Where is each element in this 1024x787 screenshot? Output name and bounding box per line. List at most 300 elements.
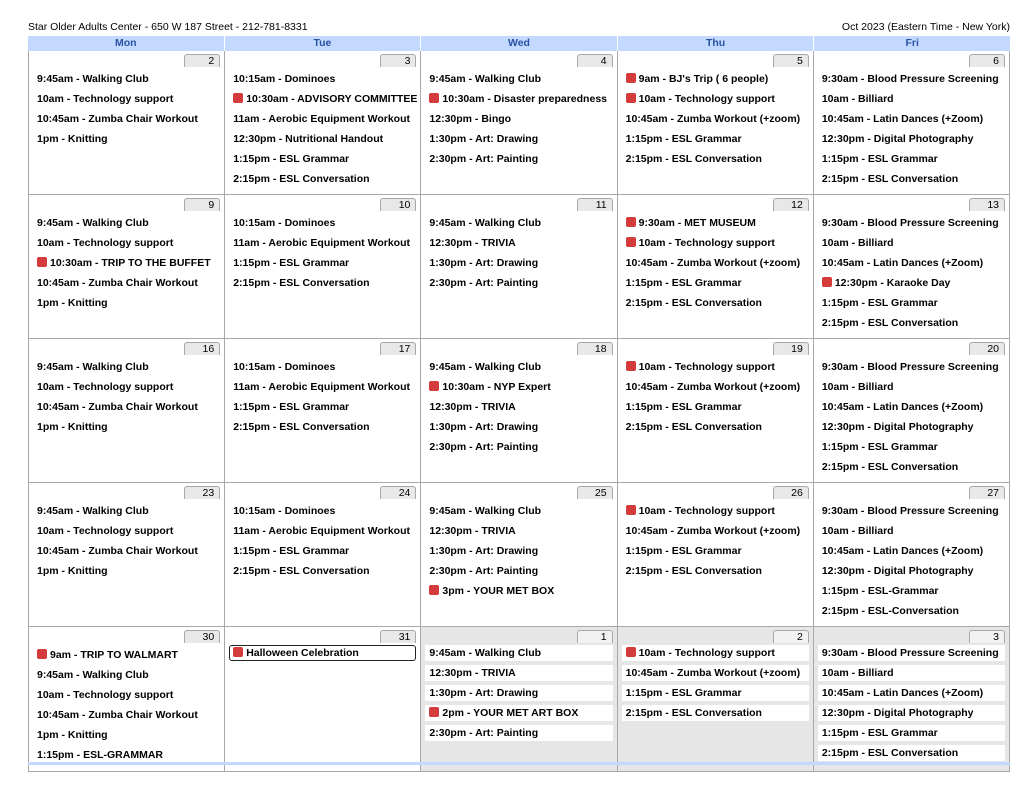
week-row <box>28 195 1010 339</box>
weekday-header-wed: Wed <box>421 36 618 51</box>
calendar-event[interactable] <box>225 357 420 377</box>
event-label: 10am - Technology support <box>638 361 775 373</box>
event-marker-icon <box>626 73 636 83</box>
day-number[interactable]: 2 <box>184 54 220 67</box>
calendar-event[interactable] <box>225 417 420 437</box>
calendar-event[interactable] <box>225 169 420 189</box>
day-cell[interactable] <box>421 195 617 338</box>
event-marker-icon <box>37 257 47 267</box>
calendar-event[interactable] <box>618 129 813 149</box>
calendar-event[interactable] <box>29 725 224 745</box>
calendar-event[interactable] <box>29 417 224 437</box>
calendar-header-bar <box>28 21 1010 35</box>
event-label: 10:45am - Latin Dances (+Zoom) <box>821 401 984 413</box>
calendar-event[interactable] <box>618 417 813 437</box>
event-label: 12:30pm - TRIVIA <box>429 401 516 413</box>
event-label: 9:45am - Walking Club <box>37 217 149 229</box>
day-number[interactable]: 30 <box>184 630 220 643</box>
event-label: 10:15am - Dominoes <box>233 505 336 517</box>
calendar-event[interactable] <box>421 437 616 457</box>
calendar-event[interactable] <box>29 213 224 233</box>
calendar-event[interactable] <box>814 313 1009 333</box>
event-label: 10:30am - TRIP TO THE BUFFET <box>50 257 211 269</box>
calendar-footer-bar <box>28 762 1010 765</box>
event-label: 1:15pm - ESL-Grammar <box>821 585 939 597</box>
day-cell[interactable] <box>28 627 225 771</box>
event-label: 11am - Aerobic Equipment Workout <box>233 525 410 537</box>
event-label: 10am - Technology support <box>638 505 775 517</box>
calendar-event[interactable] <box>818 645 1005 661</box>
event-label: 2:30pm - Art: Painting <box>429 565 539 577</box>
event-label: 10am - Technology support <box>37 93 174 105</box>
event-label: 10:45am - Zumba Chair Workout <box>37 113 198 125</box>
calendar-event[interactable] <box>29 665 224 685</box>
event-label: 3pm - YOUR MET BOX <box>442 585 555 597</box>
event-label: 12:30pm - Bingo <box>429 113 512 125</box>
calendar-event[interactable] <box>225 521 420 541</box>
calendar-event[interactable] <box>225 129 420 149</box>
calendar-event[interactable] <box>814 149 1009 169</box>
day-cell[interactable] <box>421 627 617 771</box>
calendar-event[interactable] <box>814 377 1009 397</box>
calendar-event[interactable] <box>421 417 616 437</box>
event-label: 10:45am - Latin Dances (+Zoom) <box>821 687 984 699</box>
calendar-event[interactable] <box>814 233 1009 253</box>
week-row <box>28 627 1010 772</box>
day-number[interactable]: 11 <box>577 198 613 211</box>
calendar-event[interactable] <box>814 397 1009 417</box>
calendar-event[interactable] <box>29 705 224 725</box>
day-number[interactable]: 26 <box>773 486 809 499</box>
calendar-event[interactable] <box>618 377 813 397</box>
calendar-event[interactable] <box>618 397 813 417</box>
calendar-event[interactable] <box>225 561 420 581</box>
calendar-event[interactable] <box>618 273 813 293</box>
day-number[interactable]: 19 <box>773 342 809 355</box>
event-label: 1:15pm - ESL Grammar <box>821 153 938 165</box>
calendar-event[interactable] <box>225 273 420 293</box>
event-label: 10:45am - Zumba Workout (+zoom) <box>625 525 801 537</box>
day-number[interactable]: 24 <box>380 486 416 499</box>
event-label: 11am - Aerobic Equipment Workout <box>233 381 410 393</box>
calendar-event[interactable] <box>814 501 1009 521</box>
event-label: 9:30am - Blood Pressure Screening <box>821 647 999 659</box>
calendar-event[interactable] <box>814 169 1009 189</box>
calendar-event[interactable] <box>425 685 612 701</box>
event-label: 2:15pm - ESL Conversation <box>233 421 370 433</box>
event-label: 1:15pm - ESL Grammar <box>233 257 350 269</box>
event-label: 9:45am - Walking Club <box>429 73 542 85</box>
day-number[interactable]: 5 <box>773 54 809 67</box>
event-label: 2:15pm - ESL Conversation <box>625 153 762 165</box>
day-cell[interactable] <box>814 339 1010 482</box>
day-cell[interactable] <box>814 51 1010 194</box>
event-label: 10am - Billiard <box>821 381 894 393</box>
day-cell[interactable] <box>618 51 814 194</box>
event-label: 10am - Technology support <box>638 647 775 659</box>
event-label: 2:15pm - ESL Conversation <box>625 297 762 309</box>
event-marker-icon <box>429 585 439 595</box>
calendar-event[interactable] <box>814 437 1009 457</box>
calendar-event[interactable] <box>618 89 813 109</box>
calendar-event[interactable] <box>814 601 1009 621</box>
calendar-event[interactable] <box>225 233 420 253</box>
calendar-event[interactable] <box>818 745 1005 761</box>
event-label: 1:15pm - ESL Grammar <box>625 687 742 699</box>
event-label: 11am - Aerobic Equipment Workout <box>233 237 410 249</box>
calendar-event[interactable] <box>29 109 224 129</box>
day-cell[interactable] <box>814 627 1010 771</box>
calendar-event[interactable] <box>29 645 224 665</box>
event-label: Halloween Celebration <box>246 647 359 659</box>
calendar-event[interactable] <box>29 89 224 109</box>
calendar-event[interactable] <box>421 581 616 601</box>
event-label: 10:45am - Latin Dances (+Zoom) <box>821 113 984 125</box>
calendar-event[interactable] <box>425 725 612 741</box>
event-label: 9:45am - Walking Club <box>429 217 542 229</box>
calendar-event[interactable] <box>29 521 224 541</box>
calendar-event[interactable] <box>622 705 809 721</box>
event-marker-icon <box>626 505 636 515</box>
calendar-event[interactable] <box>421 561 616 581</box>
event-label: 9:45am - Walking Club <box>429 647 542 659</box>
event-label: 12:30pm - Digital Photography <box>821 565 974 577</box>
calendar-event[interactable] <box>421 397 616 417</box>
weekday-header-thu: Thu <box>618 36 815 51</box>
event-marker-icon <box>626 93 636 103</box>
day-number[interactable]: 18 <box>577 342 613 355</box>
event-label: 1:15pm - ESL Grammar <box>625 277 742 289</box>
event-label: 1:30pm - Art: Drawing <box>429 133 539 145</box>
day-number[interactable]: 1 <box>577 630 613 643</box>
calendar-event[interactable] <box>29 273 224 293</box>
day-number[interactable]: 27 <box>969 486 1005 499</box>
event-label: 9:45am - Walking Club <box>429 361 542 373</box>
calendar-event[interactable] <box>29 685 224 705</box>
event-label: 10:30am - NYP Expert <box>442 381 551 393</box>
event-label: 10:45am - Zumba Chair Workout <box>37 401 198 413</box>
month-calendar <box>28 36 1010 772</box>
calendar-event[interactable] <box>818 705 1005 721</box>
calendar-event[interactable] <box>618 109 813 129</box>
day-cell[interactable] <box>814 483 1010 626</box>
calendar-event[interactable] <box>29 357 224 377</box>
day-cell[interactable] <box>618 339 814 482</box>
calendar-event[interactable] <box>622 685 809 701</box>
event-label: 10:45am - Zumba Chair Workout <box>37 545 198 557</box>
calendar-event[interactable] <box>421 357 616 377</box>
calendar-event[interactable] <box>29 397 224 417</box>
calendar-event[interactable] <box>818 665 1005 681</box>
day-cell[interactable] <box>225 627 421 771</box>
calendar-event[interactable] <box>618 149 813 169</box>
event-label: 1:15pm - ESL Grammar <box>625 133 742 145</box>
calendar-event[interactable] <box>622 665 809 681</box>
event-label: 10:45am - Latin Dances (+Zoom) <box>821 257 984 269</box>
calendar-event[interactable] <box>421 501 616 521</box>
event-label: 2:15pm - ESL Conversation <box>625 421 762 433</box>
event-label: 12:30pm - Digital Photography <box>821 421 974 433</box>
calendar-event[interactable] <box>421 213 616 233</box>
calendar-event[interactable] <box>618 561 813 581</box>
calendar-event[interactable] <box>225 377 420 397</box>
calendar-event[interactable] <box>814 417 1009 437</box>
event-label: 9:45am - Walking Club <box>429 505 542 517</box>
event-label: 1pm - Knitting <box>37 421 108 433</box>
event-label: 12:30pm - Karaoke Day <box>834 277 951 289</box>
calendar-event[interactable] <box>29 377 224 397</box>
event-label: 12:30pm - TRIVIA <box>429 237 516 249</box>
calendar-event[interactable] <box>814 457 1009 477</box>
event-label: 10am - Billiard <box>821 237 894 249</box>
event-label: 10:30am - Disaster preparedness <box>442 93 607 105</box>
calendar-event[interactable] <box>421 253 616 273</box>
day-cell[interactable] <box>28 483 225 626</box>
event-label: 2:15pm - ESL Conversation <box>625 707 762 719</box>
calendar-event[interactable] <box>29 561 224 581</box>
day-number[interactable]: 9 <box>184 198 220 211</box>
day-cell[interactable] <box>618 195 814 338</box>
calendar-event[interactable] <box>29 129 224 149</box>
event-label: 9:30am - Blood Pressure Screening <box>821 217 999 229</box>
event-label: 10:15am - Dominoes <box>233 361 336 373</box>
week-row <box>28 483 1010 627</box>
event-label: 10:45am - Zumba Workout (+zoom) <box>625 113 801 125</box>
week-row <box>28 339 1010 483</box>
event-label: 10:30am - ADVISORY COMMITTEE <box>246 93 418 105</box>
event-label: 2:15pm - ESL Conversation <box>625 565 762 577</box>
calendar-event[interactable] <box>618 501 813 521</box>
event-label: 9:30am - Blood Pressure Screening <box>821 73 999 85</box>
day-number[interactable]: 10 <box>380 198 416 211</box>
event-label: 12:30pm - TRIVIA <box>429 667 516 679</box>
event-label: 10:45am - Zumba Chair Workout <box>37 277 198 289</box>
calendar-event[interactable] <box>814 357 1009 377</box>
calendar-event[interactable] <box>814 109 1009 129</box>
event-label: 2:15pm - ESL Conversation <box>233 173 370 185</box>
calendar-event[interactable] <box>29 293 224 313</box>
day-number[interactable]: 13 <box>969 198 1005 211</box>
event-label: 9:45am - Walking Club <box>37 361 149 373</box>
event-label: 11am - Aerobic Equipment Workout <box>233 113 410 125</box>
event-label: 2pm - YOUR MET ART BOX <box>442 707 579 719</box>
day-number[interactable]: 16 <box>184 342 220 355</box>
event-label: 10:45am - Zumba Workout (+zoom) <box>625 667 801 679</box>
calendar-event[interactable] <box>814 253 1009 273</box>
calendar-event[interactable] <box>622 645 809 661</box>
calendar-event[interactable] <box>421 521 616 541</box>
calendar-event[interactable] <box>225 213 420 233</box>
event-label: 10am - Technology support <box>638 237 775 249</box>
calendar-event[interactable] <box>421 233 616 253</box>
event-label: 10am - Technology support <box>37 689 174 701</box>
event-label: 9:30am - Blood Pressure Screening <box>821 505 999 517</box>
event-marker-icon <box>822 277 832 287</box>
calendar-event[interactable] <box>618 253 813 273</box>
event-label: 10am - Billiard <box>821 93 894 105</box>
calendar-event[interactable] <box>421 149 616 169</box>
event-label: 1:30pm - Art: Drawing <box>429 257 539 269</box>
event-label: 1:30pm - Art: Drawing <box>429 687 539 699</box>
event-label: 1:15pm - ESL-GRAMMAR <box>37 749 164 761</box>
event-label: 2:30pm - Art: Painting <box>429 277 539 289</box>
event-marker-icon <box>626 361 636 371</box>
organization-info: Star Older Adults Center - 650 W 187 Street - 212-781-8331 <box>28 21 308 33</box>
calendar-event[interactable] <box>814 541 1009 561</box>
calendar-event[interactable] <box>225 501 420 521</box>
event-label: 10:15am - Dominoes <box>233 217 336 229</box>
day-cell[interactable] <box>618 483 814 626</box>
event-label: 12:30pm - Digital Photography <box>821 133 974 145</box>
calendar-event[interactable] <box>814 293 1009 313</box>
event-label: 9am - BJ's Trip ( 6 people) <box>638 73 769 85</box>
calendar-event[interactable] <box>425 645 612 661</box>
weekday-header-fri: Fri <box>905 37 919 49</box>
calendar-event[interactable] <box>814 213 1009 233</box>
event-label: 1:15pm - ESL Grammar <box>821 297 938 309</box>
event-label: 1pm - Knitting <box>37 565 108 577</box>
event-label: 9am - TRIP TO WALMART <box>50 649 178 661</box>
calendar-event[interactable] <box>225 541 420 561</box>
event-label: 9:45am - Walking Club <box>37 669 149 681</box>
calendar-event[interactable] <box>421 89 616 109</box>
event-label: 10am - Technology support <box>37 381 174 393</box>
calendar-event[interactable] <box>814 129 1009 149</box>
calendar-event[interactable] <box>818 725 1005 741</box>
event-marker-icon <box>429 93 439 103</box>
calendar-event[interactable] <box>618 233 813 253</box>
day-number[interactable]: 3 <box>969 630 1005 643</box>
day-number[interactable]: 17 <box>380 342 416 355</box>
calendar-event[interactable] <box>618 541 813 561</box>
day-cell[interactable] <box>28 339 225 482</box>
event-label: 1pm - Knitting <box>37 297 108 309</box>
calendar-event[interactable] <box>29 233 224 253</box>
event-marker-icon <box>626 217 636 227</box>
calendar-event[interactable] <box>814 89 1009 109</box>
calendar-event[interactable] <box>29 501 224 521</box>
calendar-event[interactable] <box>818 685 1005 701</box>
calendar-event[interactable] <box>421 541 616 561</box>
event-label: 10am - Technology support <box>37 237 174 249</box>
day-cell[interactable] <box>225 339 421 482</box>
day-cell[interactable] <box>421 51 617 194</box>
event-label: 2:15pm - ESL Conversation <box>821 747 959 759</box>
event-label: 1:15pm - ESL Grammar <box>625 401 742 413</box>
event-label: 1:15pm - ESL Grammar <box>233 545 350 557</box>
calendar-event[interactable] <box>618 357 813 377</box>
event-label: 2:30pm - Art: Painting <box>429 727 539 739</box>
event-label: 10:45am - Zumba Workout (+zoom) <box>625 257 801 269</box>
day-cell[interactable] <box>421 339 617 482</box>
event-label: 10:45am - Zumba Workout (+zoom) <box>625 381 801 393</box>
calendar-event[interactable] <box>425 705 612 721</box>
calendar-event[interactable] <box>421 129 616 149</box>
day-cell[interactable] <box>225 51 421 194</box>
event-label: 2:15pm - ESL Conversation <box>821 173 959 185</box>
event-label: 12:30pm - TRIVIA <box>429 525 516 537</box>
day-number[interactable]: 20 <box>969 342 1005 355</box>
calendar-event[interactable] <box>225 69 420 89</box>
day-number[interactable]: 4 <box>577 54 613 67</box>
calendar-event[interactable] <box>618 521 813 541</box>
day-cell[interactable] <box>618 627 814 771</box>
event-label: 9:30am - MET MUSEUM <box>638 217 756 229</box>
calendar-event[interactable] <box>618 69 813 89</box>
day-number[interactable]: 12 <box>773 198 809 211</box>
event-marker-icon <box>429 707 439 717</box>
day-cell[interactable] <box>225 195 421 338</box>
day-number[interactable]: 3 <box>380 54 416 67</box>
day-cell[interactable] <box>421 483 617 626</box>
calendar-event[interactable] <box>814 561 1009 581</box>
event-label: 10:15am - Dominoes <box>233 73 336 85</box>
weekday-header-row <box>28 36 1010 51</box>
calendar-event[interactable] <box>814 69 1009 89</box>
calendar-event[interactable] <box>225 89 420 109</box>
calendar-event[interactable] <box>29 69 224 89</box>
calendar-event[interactable] <box>814 581 1009 601</box>
calendar-event[interactable] <box>618 293 813 313</box>
event-label: 1:30pm - Art: Drawing <box>429 545 539 557</box>
event-marker-icon <box>626 647 636 657</box>
calendar-event[interactable] <box>814 273 1009 293</box>
calendar-event[interactable] <box>225 253 420 273</box>
day-number[interactable]: 31 <box>380 630 416 643</box>
event-label: 12:30pm - Nutritional Handout <box>233 133 384 145</box>
event-label: 2:30pm - Art: Painting <box>429 441 539 453</box>
calendar-event[interactable] <box>421 109 616 129</box>
calendar-event[interactable] <box>421 377 616 397</box>
day-cell[interactable] <box>814 195 1010 338</box>
day-number[interactable]: 23 <box>184 486 220 499</box>
calendar-event[interactable] <box>421 69 616 89</box>
event-label: 10am - Billiard <box>821 667 894 679</box>
calendar-event[interactable] <box>618 213 813 233</box>
event-marker-icon <box>37 649 47 659</box>
calendar-event[interactable] <box>425 665 612 681</box>
event-label: 2:15pm - ESL Conversation <box>233 277 370 289</box>
event-label: 1:15pm - ESL Grammar <box>233 401 350 413</box>
day-number[interactable]: 25 <box>577 486 613 499</box>
weekday-header-mon: Mon <box>28 36 225 51</box>
event-label: 1pm - Knitting <box>37 729 108 741</box>
calendar-event[interactable] <box>225 397 420 417</box>
event-label: 9:45am - Walking Club <box>37 505 149 517</box>
calendar-event[interactable] <box>225 109 420 129</box>
calendar-event[interactable] <box>29 253 224 273</box>
day-cell[interactable] <box>28 51 225 194</box>
event-label: 1:15pm - ESL Grammar <box>625 545 742 557</box>
event-marker-icon <box>233 647 243 657</box>
calendar-event[interactable] <box>29 541 224 561</box>
day-number[interactable]: 6 <box>969 54 1005 67</box>
day-cell[interactable] <box>28 195 225 338</box>
event-marker-icon <box>626 237 636 247</box>
event-label: 2:15pm - ESL Conversation <box>821 461 959 473</box>
event-label: 1:15pm - ESL Grammar <box>821 441 938 453</box>
calendar-event[interactable] <box>225 149 420 169</box>
weekday-header-tue: Tue <box>225 36 422 51</box>
calendar-event[interactable] <box>229 645 416 661</box>
calendar-event[interactable] <box>814 521 1009 541</box>
day-cell[interactable] <box>225 483 421 626</box>
calendar-event[interactable] <box>421 273 616 293</box>
day-number[interactable]: 2 <box>773 630 809 643</box>
event-label: 9:45am - Walking Club <box>37 73 149 85</box>
week-row <box>28 51 1010 195</box>
event-label: 10am - Technology support <box>37 525 174 537</box>
